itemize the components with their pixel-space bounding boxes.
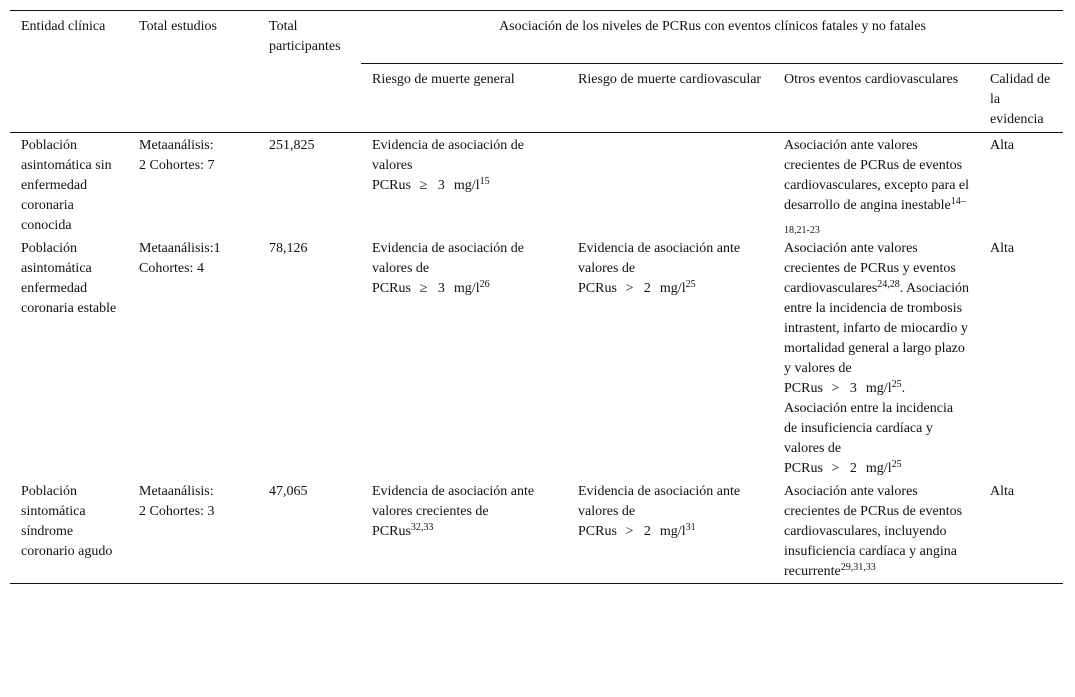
cell-participantes: 251,825 bbox=[269, 138, 315, 153]
reference: 15 bbox=[479, 176, 490, 187]
header-riesgo-general: Riesgo de muerte general bbox=[361, 64, 567, 133]
estudios-line-2: 2 Cohortes: 7 bbox=[139, 158, 215, 173]
formula-value: 2 bbox=[643, 281, 651, 296]
formula-unit: mg/l bbox=[453, 281, 480, 296]
cell-entidad: Población asintomática sin enfermedad coronaria conocida bbox=[21, 138, 112, 233]
formula-unit: mg/l bbox=[453, 178, 480, 193]
cell-riesgo-cardiovascular bbox=[567, 133, 773, 237]
formula-value: 2 bbox=[643, 524, 651, 539]
evidence-table bbox=[10, 10, 1063, 584]
header-total-estudios: Total estudios bbox=[128, 11, 258, 133]
formula-operator: > bbox=[625, 281, 634, 296]
general-formula bbox=[372, 281, 490, 296]
otros-paragraph-3: Asociación entre la incidencia de insuficiencia cardíaca y valores de bbox=[784, 401, 954, 456]
formula-operator: ≥ bbox=[419, 281, 428, 296]
reference: 29,31,33 bbox=[840, 562, 876, 573]
formula-lead: PCRus bbox=[372, 524, 411, 539]
formula-lead: PCRus bbox=[784, 381, 823, 396]
cell-otros-eventos: Asociación ante valores crecientes de PCRus y eventos cardiovasculares$^{24,28}$. Asociación entre la incidencia de trombosis intrastent, infarto de miocardio y mortalidad general a largo plazo y valores de PCRus > 3 $mg/l^{25}$. Asociación entre la incidencia de insuficiencia cardíaca y valores de PCRus > 2 $mg/l^{25}$ bbox=[773, 236, 979, 479]
formula-operator: > bbox=[625, 524, 634, 539]
estudios-line-2: 2 Cohortes: 3 bbox=[139, 504, 215, 519]
cv-text: Evidencia de asociación ante valores de bbox=[578, 241, 741, 276]
header-group-asociacion: Asociación de los niveles de PCRus con eventos clínicos fatales y no fatales bbox=[361, 11, 1063, 64]
cv-text: Evidencia de asociación ante valores de bbox=[578, 484, 741, 519]
reference: 31 bbox=[685, 522, 696, 533]
header-otros-eventos: Otros eventos cardiovasculares bbox=[773, 64, 979, 133]
formula-value: 3 bbox=[437, 281, 445, 296]
header-riesgo-cardiovascular: Riesgo de muerte cardiovascular bbox=[567, 64, 773, 133]
cell-estudios bbox=[128, 133, 258, 237]
formula-operator: ≥ bbox=[419, 178, 428, 193]
estudios-line-2: Cohortes: 4 bbox=[139, 261, 204, 276]
formula-value: 3 bbox=[437, 178, 445, 193]
table-row bbox=[10, 236, 1063, 479]
general-formula bbox=[372, 178, 490, 193]
otros-paragraph-1: Asociación ante valores crecientes de PCRus y eventos cardiovasculares bbox=[784, 241, 956, 296]
formula-lead: PCRus bbox=[372, 281, 411, 296]
otros-formula-3 bbox=[784, 461, 902, 476]
header-calidad: Calidad de la evidencia bbox=[979, 64, 1063, 133]
reference: 25 bbox=[685, 279, 696, 290]
estudios-line-1: Metaanálisis:1 bbox=[139, 241, 221, 256]
header-entidad: Entidad clínica bbox=[10, 11, 128, 133]
cell-otros-eventos bbox=[773, 133, 979, 237]
otros-text: Asociación ante valores crecientes de PCRus de eventos cardiovasculares, incluyendo insuficiencia cardíaca y angina recurrente bbox=[784, 484, 963, 579]
otros-formula-2: PCRus > 3 $mg/l^{25}$. bbox=[784, 381, 905, 396]
formula-unit: mg/l bbox=[865, 381, 892, 396]
formula-operator: > bbox=[831, 381, 840, 396]
formula-lead: PCRus bbox=[784, 461, 823, 476]
cell-riesgo-general bbox=[361, 133, 567, 237]
cell-riesgo-cardiovascular bbox=[567, 236, 773, 479]
formula-value: 3 bbox=[849, 381, 857, 396]
otros-paragraph-2: Asociación entre la incidencia de trombosis intrastent, infarto de miocardio y mortalidad general a largo plazo y valores de bbox=[784, 281, 970, 376]
cell-entidad: Población sintomática síndrome coronario agudo bbox=[10, 479, 128, 584]
formula-lead: PCRus bbox=[372, 178, 411, 193]
estudios-line-1: Metaanálisis: bbox=[139, 484, 214, 499]
cv-formula bbox=[578, 524, 696, 539]
header-total-participantes: Total participantes bbox=[258, 11, 361, 133]
formula-operator: > bbox=[831, 461, 840, 476]
cv-formula bbox=[578, 281, 696, 296]
table-row bbox=[10, 479, 1063, 584]
general-text: Evidencia de asociación ante valores crecientes de bbox=[372, 484, 535, 519]
cell-participantes: 78,126 bbox=[269, 241, 308, 256]
formula-lead: PCRus bbox=[578, 524, 617, 539]
reference: 32,33 bbox=[410, 522, 434, 533]
cell-riesgo-cardiovascular bbox=[567, 479, 773, 584]
reference: 14– bbox=[950, 196, 966, 207]
formula-unit: mg/l bbox=[865, 461, 892, 476]
general-text: Evidencia de asociación de valores bbox=[372, 138, 524, 173]
table-header bbox=[10, 11, 1063, 133]
reference: 25 bbox=[891, 459, 902, 470]
general-text: Evidencia de asociación de valores de bbox=[372, 241, 524, 276]
formula-value: 2 bbox=[849, 461, 857, 476]
cell-participantes: 47,065 bbox=[258, 479, 361, 584]
cell-calidad: Alta bbox=[990, 241, 1015, 256]
cell-estudios bbox=[128, 479, 258, 584]
reference: 24,28 bbox=[877, 279, 900, 290]
cell-entidad: Población asintomática enfermedad coronaria estable bbox=[21, 241, 117, 316]
reference: 25 bbox=[891, 379, 902, 390]
cell-riesgo-general bbox=[361, 236, 567, 479]
reference: 26 bbox=[479, 279, 490, 290]
otros-text: Asociación ante valores crecientes de PCRus de eventos cardiovasculares, excepto para el desarrollo de angina inestable bbox=[784, 138, 970, 213]
cell-calidad: Alta bbox=[990, 138, 1015, 153]
cell-estudios bbox=[128, 236, 258, 479]
cell-calidad: Alta bbox=[979, 479, 1063, 584]
cell-riesgo-general bbox=[361, 479, 567, 584]
formula-unit: mg/l bbox=[659, 281, 686, 296]
estudios-line-1: Metaanálisis: bbox=[139, 138, 214, 153]
formula-lead: PCRus bbox=[578, 281, 617, 296]
formula-unit: mg/l bbox=[659, 524, 686, 539]
cell-otros-eventos bbox=[773, 479, 979, 584]
table-row bbox=[10, 133, 1063, 237]
reference: 18,21-23 bbox=[784, 224, 820, 236]
